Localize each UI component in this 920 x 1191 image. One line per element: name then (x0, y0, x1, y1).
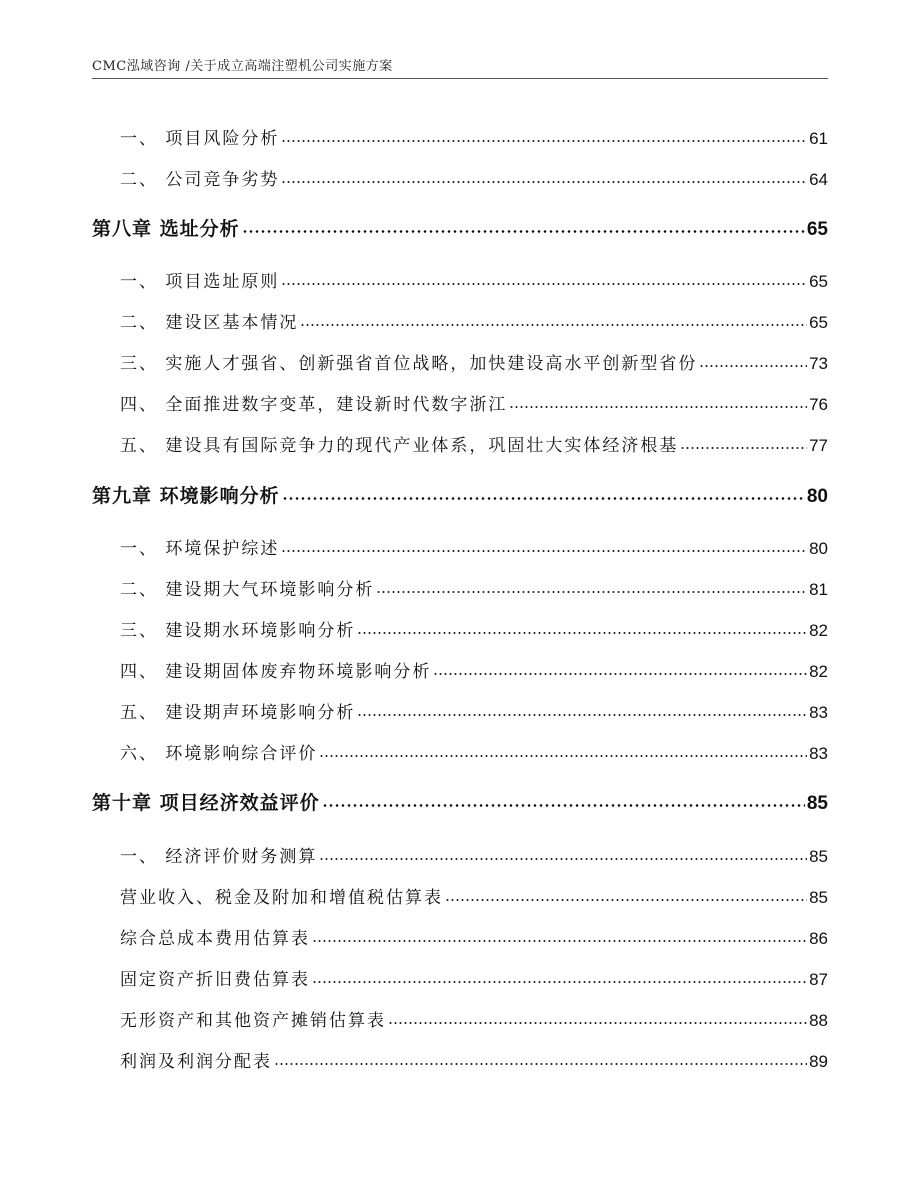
toc-leader-dots (319, 845, 807, 862)
toc-entry-title: 一、 环境保护综述 (120, 539, 280, 559)
toc-leader-dots (281, 537, 807, 554)
toc-page-number: 80 (806, 486, 828, 507)
toc-entry-title: 无形资产和其他资产摊销估算表 (120, 1011, 386, 1031)
toc-leader-dots (274, 1050, 807, 1067)
toc-leader-dots (281, 127, 807, 144)
toc-entry[interactable] (120, 390, 828, 415)
toc-page-number: 61 (809, 129, 828, 148)
toc-leader-dots (376, 578, 807, 595)
toc-leader-dots (312, 927, 807, 944)
toc-entry-title: 三、 建设期水环境影响分析 (120, 621, 356, 641)
toc-leader-dots (509, 393, 807, 410)
toc-entry[interactable] (120, 575, 828, 600)
toc-leader-dots (300, 311, 807, 328)
toc-entry-title: 固定资产折旧费估算表 (120, 970, 310, 990)
header-divider (92, 78, 828, 79)
toc-page-number: 81 (809, 580, 828, 599)
toc-leader-dots (699, 352, 807, 369)
toc-entry[interactable] (120, 965, 828, 990)
toc-page-number: 65 (809, 313, 828, 332)
toc-leader-dots (322, 790, 805, 809)
toc-entry-title: 五、 建设具有国际竞争力的现代产业体系，巩固壮大实体经济根基 (120, 436, 679, 456)
toc-entry-title: 五、 建设期声环境影响分析 (120, 703, 356, 723)
toc-entry-title: 二、 建设区基本情况 (120, 313, 299, 333)
toc-entry-title: 一、 项目风险分析 (120, 129, 280, 149)
toc-leader-dots (680, 434, 807, 451)
toc-page-number: 83 (809, 744, 828, 763)
toc-leader-dots (281, 270, 807, 287)
toc-entry-title: 三、 实施人才强省、创新强省首位战略，加快建设高水平创新型省份 (120, 354, 698, 374)
toc-page-number: 65 (809, 272, 828, 291)
toc-leader-dots (357, 619, 807, 636)
toc-entry[interactable] (120, 308, 828, 333)
toc-page-number: 76 (809, 395, 828, 414)
toc-entry-title: 四、 建设期固体废弃物环境影响分析 (120, 662, 432, 682)
toc-page-number: 64 (809, 170, 828, 189)
toc-leader-dots (312, 968, 807, 985)
toc-leader-dots (388, 1009, 807, 1026)
toc-page-number: 82 (809, 662, 828, 681)
toc-entry[interactable] (120, 267, 828, 292)
toc-entry[interactable] (120, 883, 828, 908)
toc-page-number: 88 (809, 1011, 828, 1030)
toc-entry-title: 二、 公司竞争劣势 (120, 170, 280, 190)
toc-page-number: 82 (809, 621, 828, 640)
toc-page-number: 85 (809, 888, 828, 907)
toc-entry[interactable] (120, 739, 828, 764)
toc-leader-dots (445, 886, 807, 903)
toc-page-number: 73 (809, 354, 828, 373)
toc-page-number: 65 (806, 219, 828, 240)
toc-entry[interactable] (120, 124, 828, 149)
toc-entry[interactable] (120, 431, 828, 456)
toc-entry[interactable] (120, 842, 828, 867)
toc-page-number: 77 (809, 436, 828, 455)
toc-page-number: 89 (809, 1052, 828, 1071)
page-header: CMC泓域咨询 /关于成立高端注塑机公司实施方案 (92, 59, 393, 74)
toc-chapter-entry[interactable] (92, 214, 828, 241)
toc-leader-dots (242, 216, 805, 235)
toc-chapter-title: 第十章 项目经济效益评价 (92, 792, 320, 814)
toc-page-number: 83 (809, 703, 828, 722)
toc-entry[interactable] (120, 616, 828, 641)
toc-page-number: 80 (809, 539, 828, 558)
toc-leader-dots (281, 168, 807, 185)
toc-entry[interactable] (120, 698, 828, 723)
toc-entry-title: 一、 项目选址原则 (120, 272, 280, 292)
toc-page-number: 86 (809, 929, 828, 948)
toc-page-number: 85 (806, 793, 828, 814)
toc-entry[interactable] (120, 657, 828, 682)
toc-chapter-title: 第八章 选址分析 (92, 218, 240, 240)
toc-chapter-entry[interactable] (92, 481, 828, 508)
toc-entry[interactable] (120, 1047, 828, 1072)
toc-entry-title: 二、 建设期大气环境影响分析 (120, 580, 375, 600)
toc-entry[interactable] (120, 349, 828, 374)
toc-page-number: 87 (809, 970, 828, 989)
toc-entry-title: 四、 全面推进数字变革，建设新时代数字浙江 (120, 395, 508, 415)
toc-leader-dots (319, 742, 807, 759)
toc-entry-title: 营业收入、税金及附加和增值税估算表 (120, 888, 443, 908)
toc-leader-dots (357, 701, 807, 718)
toc-entry-title: 一、 经济评价财务测算 (120, 847, 318, 867)
toc-entry-title: 综合总成本费用估算表 (120, 929, 310, 949)
toc-page-number: 85 (809, 847, 828, 866)
toc-entry-title: 利润及利润分配表 (120, 1052, 272, 1072)
toc-entry[interactable] (120, 924, 828, 949)
toc-leader-dots (282, 483, 805, 502)
toc-entry-title: 六、 环境影响综合评价 (120, 744, 318, 764)
toc-entry[interactable] (120, 534, 828, 559)
toc-chapter-title: 第九章 环境影响分析 (92, 485, 280, 507)
toc-leader-dots (433, 660, 807, 677)
toc-chapter-entry[interactable] (92, 788, 828, 815)
toc-entry[interactable] (120, 1006, 828, 1031)
toc-entry[interactable] (120, 165, 828, 190)
